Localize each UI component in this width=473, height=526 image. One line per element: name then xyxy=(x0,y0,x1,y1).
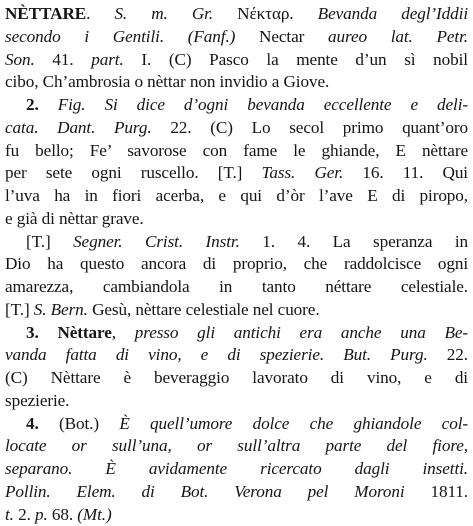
text-line xyxy=(5,94,468,117)
text-run: p. xyxy=(35,505,48,524)
text-line xyxy=(5,299,468,322)
text-run: 41. xyxy=(35,50,92,69)
text-run: 68. xyxy=(48,505,78,524)
text-run: e già di nèttar grave. xyxy=(5,209,144,228)
text-line xyxy=(5,26,468,49)
text-line xyxy=(5,367,468,390)
text-line xyxy=(5,458,468,481)
text-run: Segner. Crist. Instr. xyxy=(73,232,240,251)
text-run: Bevanda degl’Iddii xyxy=(318,4,468,23)
text-line xyxy=(5,276,468,299)
text-run: [T.] xyxy=(5,300,34,319)
text-run: fu bello; Fe’ savorose con fame le ghiande, E nèttare xyxy=(5,141,468,160)
text-line xyxy=(5,162,468,185)
text-run: separano. È avidamente ricercato dagli insetti. xyxy=(5,459,468,478)
text-run: presso gli antichi era anche una Be- xyxy=(135,323,468,342)
text-run: I. (C) Pasco la mente d’un sì nobil xyxy=(124,50,468,69)
text-run: (C) Nèttare è beveraggio lavorato di vino, e di xyxy=(5,368,468,387)
text-line xyxy=(5,253,468,276)
text-run: 4. xyxy=(26,414,59,433)
text-run: cata. Dant. Purg. xyxy=(5,118,152,137)
text-run: Son. xyxy=(5,50,35,69)
text-line xyxy=(5,231,468,254)
text-run: 2. xyxy=(26,95,58,114)
text-run: 3. Nèttare xyxy=(26,323,112,342)
text-run: Νέκταρ. xyxy=(213,4,318,23)
text-run: S. m. Gr. xyxy=(114,4,213,23)
text-run: Dio ha questo ancora di proprio, che raddolcisce ogni xyxy=(5,254,468,273)
text-run: Gesù, nèttare celestiale nel cuore. xyxy=(88,300,320,319)
text-run: cibo, Ch’ambrosia o nèttar non invidio a Giove. xyxy=(5,72,329,91)
text-line xyxy=(5,140,468,163)
text-run: l’uva ha in fiori acerba, e qui d’òr l’ave E di piropo, xyxy=(5,186,468,205)
text-line xyxy=(5,71,468,94)
text-run: part. xyxy=(91,50,123,69)
text-run: (Bot.) xyxy=(59,414,119,433)
text-run: Tass. Ger. xyxy=(262,163,344,182)
text-line xyxy=(5,117,468,140)
text-run: 1811. xyxy=(405,482,468,501)
text-run: 1. 4. La speranza in xyxy=(240,232,468,251)
text-run: locate or sull’una, or sull’altra parte del fiore, xyxy=(5,436,468,455)
text-run: t. xyxy=(5,505,14,524)
text-run: NÈTTARE xyxy=(5,4,86,23)
text-line xyxy=(5,435,468,458)
text-run: Pollin. Elem. di Bot. Verona pel Moroni xyxy=(5,482,405,501)
text-run: aureo lat. Petr. xyxy=(328,27,468,46)
text-run: (Mt.) xyxy=(77,505,111,524)
text-line xyxy=(5,3,468,26)
text-run: Nectar xyxy=(235,27,328,46)
text-line xyxy=(5,185,468,208)
text-line xyxy=(5,413,468,436)
text-run: . xyxy=(86,4,114,23)
text-run: Fig. Si dice d’ogni bevanda eccellente e deli- xyxy=(58,95,468,114)
text-run: , xyxy=(112,323,135,342)
text-run: 16. 11. Qui xyxy=(343,163,468,182)
text-run: È quell’umore dolce che ghiandole col- xyxy=(119,414,468,433)
text-line xyxy=(5,481,468,504)
text-run: 22. xyxy=(428,345,468,364)
text-run: S. Bern. xyxy=(34,300,88,319)
text-line xyxy=(5,344,468,367)
text-line xyxy=(5,49,468,72)
text-run: spezierie. xyxy=(5,391,69,410)
text-run: amarezza, cambiandola in tanto néttare celestiale. xyxy=(5,277,468,296)
text-run: secondo i Gentili. (Fanf.) xyxy=(5,27,235,46)
text-run: 2. xyxy=(14,505,35,524)
text-line xyxy=(5,390,468,413)
text-run: [T.] xyxy=(26,232,73,251)
text-run: per sete ogni ruscello. [T.] xyxy=(5,163,262,182)
text-run: 22. (C) Lo secol primo quant’oro xyxy=(152,118,468,137)
text-line xyxy=(5,208,468,231)
text-run: vanda fatta di vino, e di spezierie. But. Purg. xyxy=(5,345,428,364)
text-line xyxy=(5,504,468,526)
text-line xyxy=(5,322,468,345)
